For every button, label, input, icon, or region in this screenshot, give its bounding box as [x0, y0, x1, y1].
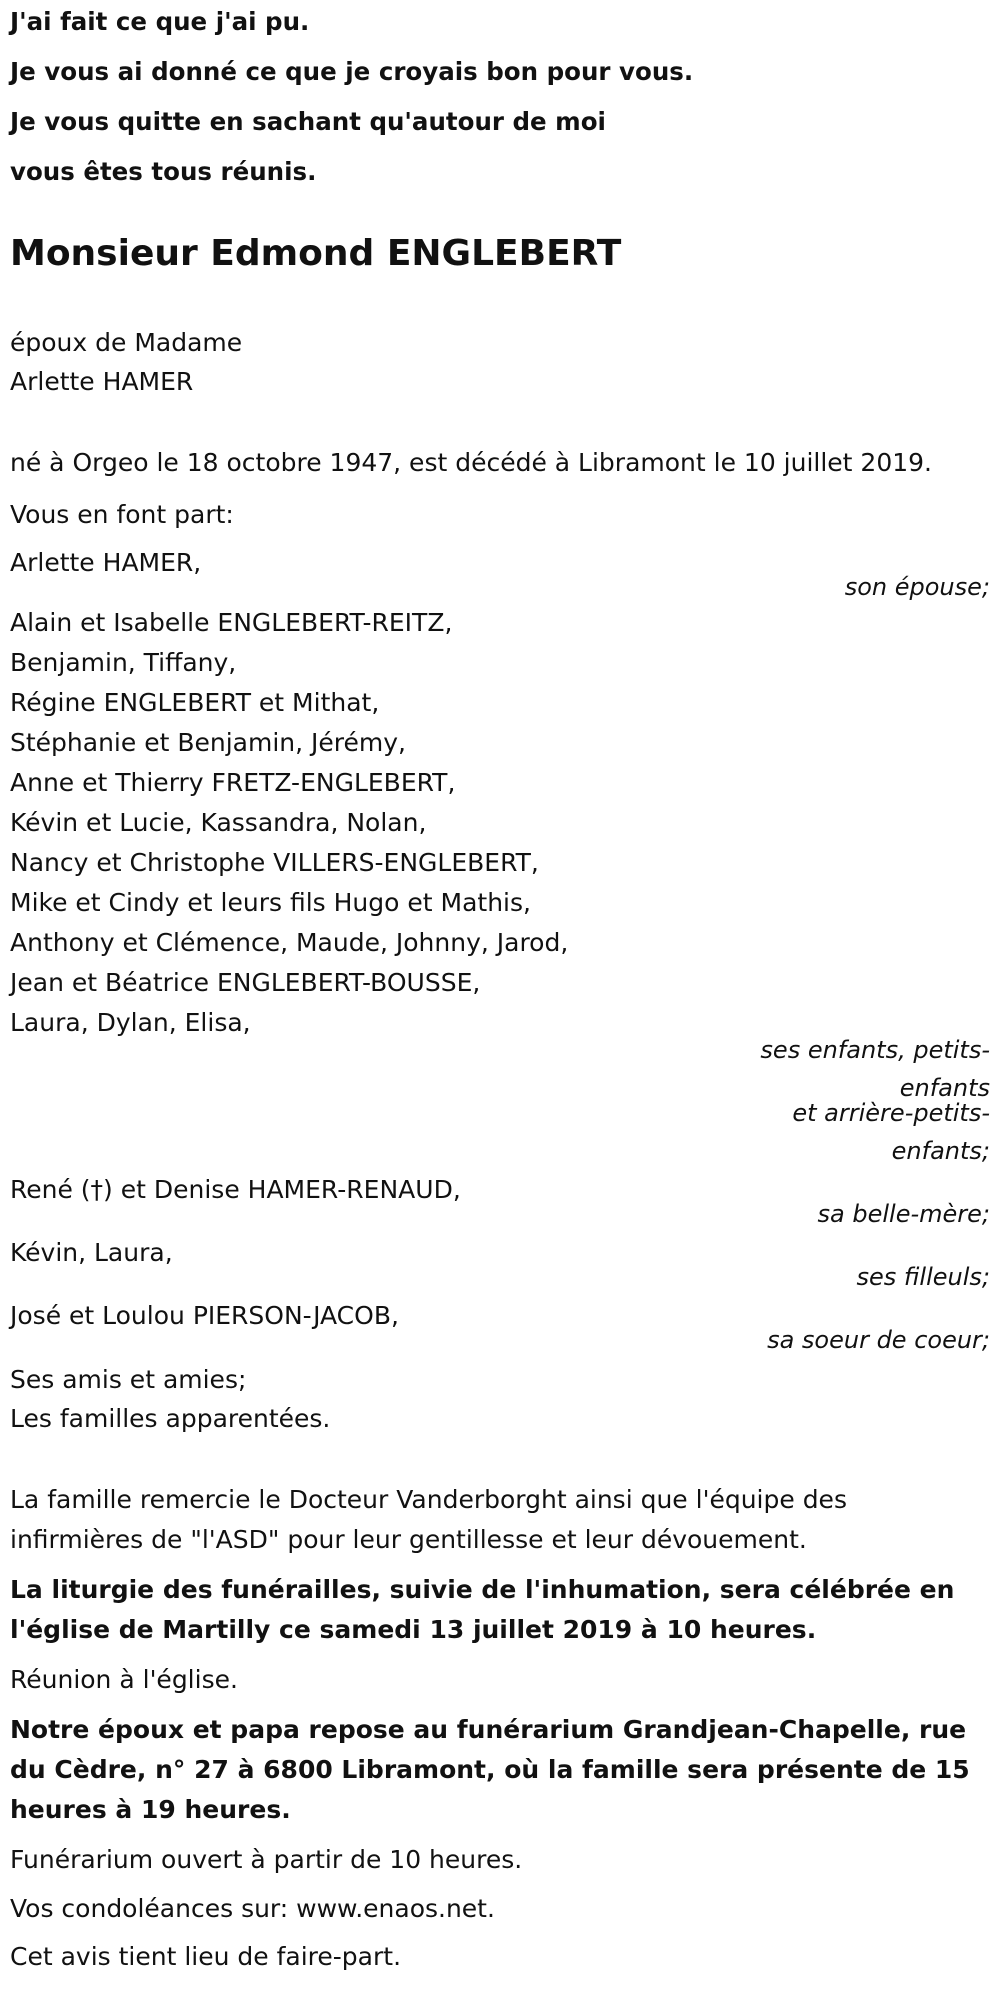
poem-line: Je vous quitte en sachant qu'autour de moi — [10, 107, 606, 136]
children-role: enfants; — [891, 1137, 990, 1165]
children-role: enfants — [899, 1074, 990, 1102]
list-item: Anne et Thierry FRETZ-ENGLEBERT, — [10, 768, 456, 797]
sister-role: sa soeur de coeur; — [767, 1326, 990, 1354]
families-line: Les familles apparentées. — [10, 1404, 331, 1433]
poem-line: Je vous ai donné ce que je croyais bon pour vous. — [10, 57, 694, 86]
list-item: Jean et Béatrice ENGLEBERT-BOUSSE, — [10, 968, 481, 997]
list-item: Régine ENGLEBERT et Mithat, — [10, 688, 380, 717]
liturgy-line: La liturgie des funérailles, suivie de l'inhumation, sera célébrée en — [10, 1575, 955, 1604]
list-item: Laura, Dylan, Elisa, — [10, 1008, 251, 1037]
meeting-text: Réunion à l'église. — [10, 1665, 238, 1694]
funerarium-line: heures à 19 heures. — [10, 1795, 291, 1824]
godchildren-role: ses filleuls; — [856, 1263, 990, 1291]
poem-line: vous êtes tous réunis. — [10, 157, 317, 186]
funerarium-line: du Cèdre, n° 27 à 6800 Libramont, où la famille sera présente de 15 — [10, 1755, 970, 1784]
condolences-link[interactable]: www.enaos.net. — [296, 1894, 495, 1923]
list-item: Benjamin, Tiffany, — [10, 648, 237, 677]
children-role: et arrière-petits- — [792, 1099, 990, 1127]
deceased-name: Monsieur Edmond ENGLEBERT — [10, 233, 622, 274]
list-item: Kévin et Lucie, Kassandra, Nolan, — [10, 808, 427, 837]
spouse-name: Arlette HAMER, — [10, 548, 202, 577]
godchildren-names: Kévin, Laura, — [10, 1238, 173, 1267]
closing-text: Cet avis tient lieu de faire-part. — [10, 1942, 402, 1971]
funerarium-line: Notre époux et papa repose au funérarium Grandjean-Chapelle, rue — [10, 1715, 967, 1744]
inlaw-role: sa belle-mère; — [817, 1200, 990, 1228]
spouse-role: son épouse; — [844, 573, 990, 601]
list-item: Stéphanie et Benjamin, Jérémy, — [10, 728, 406, 757]
thanks-line: La famille remercie le Docteur Vanderborght ainsi que l'équipe des — [10, 1485, 847, 1514]
spouse-line: Arlette HAMER — [10, 367, 194, 396]
friends-line: Ses amis et amies; — [10, 1365, 247, 1394]
condolences-line — [10, 1894, 495, 1924]
poem-line: J'ai fait ce que j'ai pu. — [10, 7, 310, 36]
list-item: Nancy et Christophe VILLERS-ENGLEBERT, — [10, 848, 539, 877]
list-item: Alain et Isabelle ENGLEBERT-REITZ, — [10, 608, 453, 637]
list-item: Anthony et Clémence, Maude, Johnny, Jarod, — [10, 928, 569, 957]
spouse-line: époux de Madame — [10, 328, 243, 357]
liturgy-line: l'église de Martilly ce samedi 13 juillet 2019 à 10 heures. — [10, 1615, 817, 1644]
children-role: ses enfants, petits- — [760, 1036, 990, 1064]
birth-death-text: né à Orgeo le 18 octobre 1947, est décédé à Libramont le 10 juillet 2019. — [10, 448, 932, 477]
condolences-prefix: Vos condoléances sur: — [10, 1894, 297, 1923]
thanks-line: infirmières de "l'ASD" pour leur gentillesse et leur dévouement. — [10, 1525, 807, 1554]
opening-text: Funérarium ouvert à partir de 10 heures. — [10, 1845, 523, 1874]
announcers-intro: Vous en font part: — [10, 500, 234, 529]
list-item: Mike et Cindy et leurs fils Hugo et Mathis, — [10, 888, 531, 917]
sister-names: José et Loulou PIERSON-JACOB, — [10, 1301, 399, 1330]
inlaw-names: René (†) et Denise HAMER-RENAUD, — [10, 1175, 461, 1204]
